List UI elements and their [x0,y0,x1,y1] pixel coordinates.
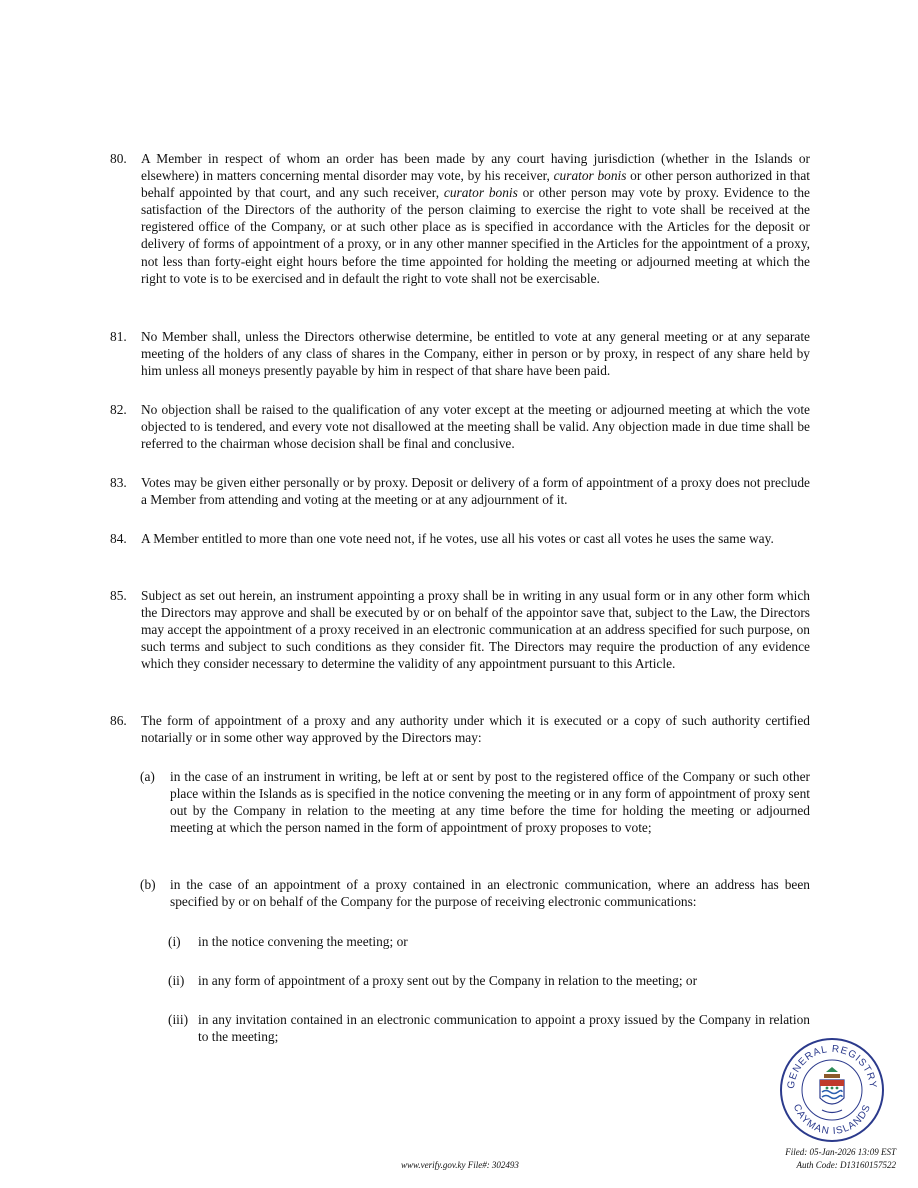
paragraph-number: 82. [110,402,127,417]
subsubparagraph-number: (i) [168,934,181,949]
paragraph-number: 80. [110,151,127,166]
subparagraph-number: (b) [140,877,156,892]
subsubparagraph-number: (ii) [168,973,185,988]
paragraph-text: Votes may be given either personally or by proxy. Deposit or delivery of a form of appointment of a proxy does not preclude a Member from attending and voting at the meeting or at any adjournment of it. [141,475,810,508]
subparagraph-a [140,768,810,836]
footer-auth-code: Auth Code: D13160157522 [796,1160,896,1170]
paragraph-text: Subject as set out herein, an instrument appointing a proxy shall be in writing in any usual form or in any other form which the Directors may approve and shall be executed by or on behalf of the appointor save that, subject to the Law, the Directors may accept the appointment of a proxy received in an electronic communication at an address specified for such purpose, on such terms and subject to such conditions as they consider fit. The Directors may require the production of any evidence which they consider necessary to determine the validity of any appointment pursuant to this Article. [141,588,810,672]
subsubparagraph-text: in any invitation contained in an electronic communication to appoint a proxy issued by the Company in relation to the meeting; [198,1012,810,1045]
paragraph-84 [110,530,810,547]
paragraph-86 [110,712,810,746]
footer-verify-url: www.verify.gov.ky File#: 302493 [401,1160,519,1170]
footer-filing-info [785,1146,896,1172]
paragraph-text: No Member shall, unless the Directors otherwise determine, be entitled to vote at any general meeting or at any separate meeting of the holders of any class of shares in the Company, either in person or by proxy, in respect of any share held by him unless all moneys presently payable by him in respect of that share have been paid. [141,329,810,379]
subsubparagraph-i [168,933,810,950]
paragraph-text: A Member in respect of whom an order has been made by any court having jurisdiction (whether in the Islands or elsewhere) in matters concerning mental disorder may vote, by his receiver, curator bonis or other person authorized in that behalf appointed by that court, and any such receiver, curator bonis or other person may vote by proxy. Evidence to the satisfaction of the Directors of the authority of the person claiming to exercise the right to vote shall be received at the registered office of the Company, or at such other place as is specified in accordance with the Articles for the deposit or delivery of forms of appointment of a proxy, or in any other manner specified in the Articles for the appointment of a proxy, not less than forty-eight eight hours before the time appointed for holding the meeting or adjourned meeting at which the right to vote is to be exercised and in default the right to vote shall not be exercisable. [141,151,810,286]
paragraph-number: 85. [110,588,127,603]
footer-filed-date: Filed: 05-Jan-2026 13:09 EST [785,1147,896,1157]
subsubparagraph-iii [168,1011,810,1045]
paragraph-82 [110,401,810,452]
subsubparagraph-text: in the notice convening the meeting; or [198,934,408,949]
paragraph-81 [110,328,810,379]
subsubparagraph-ii [168,972,810,989]
subparagraph-number: (a) [140,769,155,784]
coat-of-arms-icon [820,1067,844,1113]
subsubparagraph-text: in any form of appointment of a proxy sent out by the Company in relation to the meeting; or [198,973,698,988]
subparagraph-b [140,876,810,910]
paragraph-85 [110,587,810,672]
general-registry-seal [778,1036,886,1144]
paragraph-number: 86. [110,713,127,728]
paragraph-number: 83. [110,475,127,490]
paragraph-text: No objection shall be raised to the qualification of any voter except at the meeting or adjourned meeting at which the vote objected to is tendered, and every vote not disallowed at the meeting shall be valid. Any objection made in due time shall be referred to the chairman whose decision shall be final and conclusive. [141,402,810,452]
seal-top-text: GENERAL REGISTRY [785,1043,879,1090]
paragraph-number: 81. [110,329,127,344]
subparagraph-text: in the case of an instrument in writing, be left at or sent by post to the registered office of the Company or such other place within the Islands as is specified in the notice convening the meeting or in any form of appointment of proxy sent out by the Company in relation to the meeting at any time before the time for holding the meeting or adjourned meeting at which the person named in the form of appointment of proxy proposes to vote; [170,769,810,836]
paragraph-80 [110,150,810,287]
seal-bottom-text: CAYMAN ISLANDS [790,1102,874,1138]
subsubparagraph-number: (iii) [168,1012,189,1027]
subparagraph-text: in the case of an appointment of a proxy contained in an electronic communication, where an address has been specified by or on behalf of the Company for the purpose of receiving electronic communications: [170,877,810,910]
paragraph-number: 84. [110,531,127,546]
paragraph-text: A Member entitled to more than one vote need not, if he votes, use all his votes or cast all votes he uses the same way. [141,531,774,546]
paragraph-83 [110,474,810,508]
paragraph-text: The form of appointment of a proxy and any authority under which it is executed or a copy of such authority certified notarially or in some other way approved by the Directors may: [141,713,810,746]
